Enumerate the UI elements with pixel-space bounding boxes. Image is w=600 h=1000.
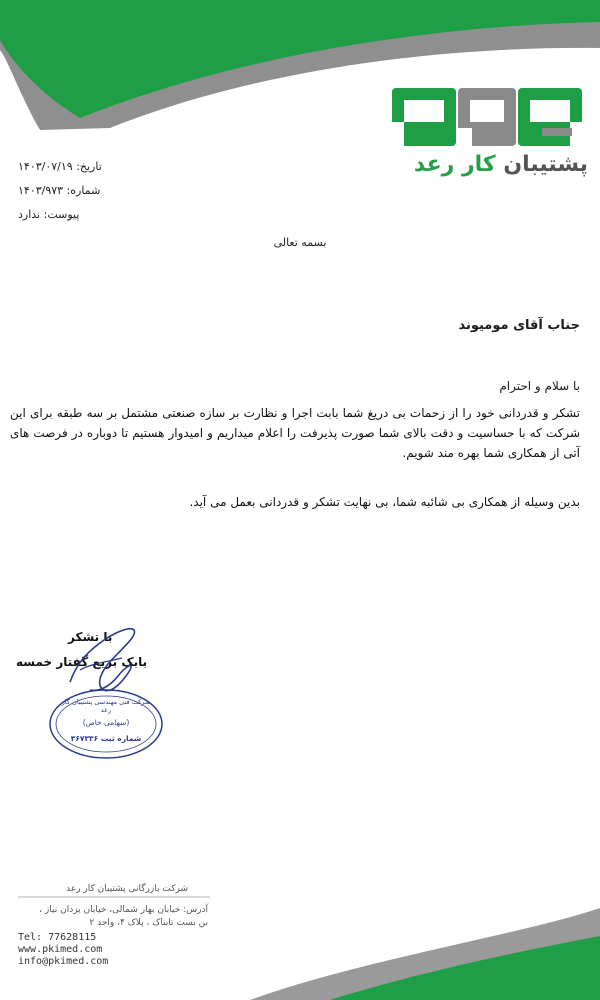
number-line (18, 184, 100, 197)
number-label: شماره: (66, 184, 101, 197)
logo-name-gray: پشتیبان (503, 152, 588, 177)
footer-email[interactable]: info@pkimed.com (18, 956, 109, 967)
company-logo-icon (392, 88, 582, 146)
paragraph-1: تشکر و قدردانی خود را از زحمات بی دریغ شما بابت اجرا و نظارت بر سازه صنعتی مشتمل بر سه طبقه برای این شرکت که با حساسیت و دقت بالای شما صورت پذیرفت را اعلام میداریم و امیدوار هستیم تا دوباره در فرصت های آتی از همکاری شما بهره مند شویم. (10, 406, 580, 460)
date-line (18, 160, 102, 173)
paragraph-2: بدین وسیله از همکاری بی شائبه شما، بی نهایت تشکر و قدردانی بعمل می آید. (189, 495, 580, 509)
company-stamp (48, 688, 164, 760)
closing: با تشکر (68, 630, 113, 644)
stamp-reg-label: شماره ثبت (100, 734, 142, 743)
footer-website[interactable]: www.pkimed.com (18, 944, 103, 955)
basmala: بسمه تعالی (273, 236, 327, 249)
date-label: تاریخ: (76, 160, 102, 173)
recipient: جناب آقای مومیوند (458, 318, 580, 333)
footer-address-line-1: آدرس: خیابان بهار شمالی، خیابان یزدان نیاز ، (39, 905, 208, 915)
attachment-value: ندارد (18, 208, 41, 221)
footer-tel: Tel: 77628115 (18, 932, 97, 943)
stamp-type: (سهامی خاص) (82, 718, 130, 727)
number-value: ۱۴۰۳/۹۷۳ (18, 184, 64, 197)
company-logo-text (396, 152, 588, 177)
greeting: با سلام و احترام (499, 379, 580, 393)
footer-company: شرکت بازرگانی پشتیبان کار رعد (66, 884, 188, 894)
logo-name-green: کار رعد (413, 152, 496, 177)
stamp-registration (56, 734, 156, 743)
footer-address-line-2: بن بست تابناک ، پلاک ۴، واحد ۲ (89, 918, 208, 928)
signer-name: بابک بریع گفتار خمسه (16, 655, 148, 669)
attachment-line (18, 208, 79, 221)
stamp-company: شرکت فنی مهندسی پشتیبان کار رعد (61, 698, 151, 714)
stamp-reg-number: ۳۶۷۳۳۶ (70, 734, 99, 743)
date-value: ۱۴۰۳/۰۷/۱۹ (18, 160, 73, 173)
attachment-label: پیوست: (43, 208, 80, 221)
